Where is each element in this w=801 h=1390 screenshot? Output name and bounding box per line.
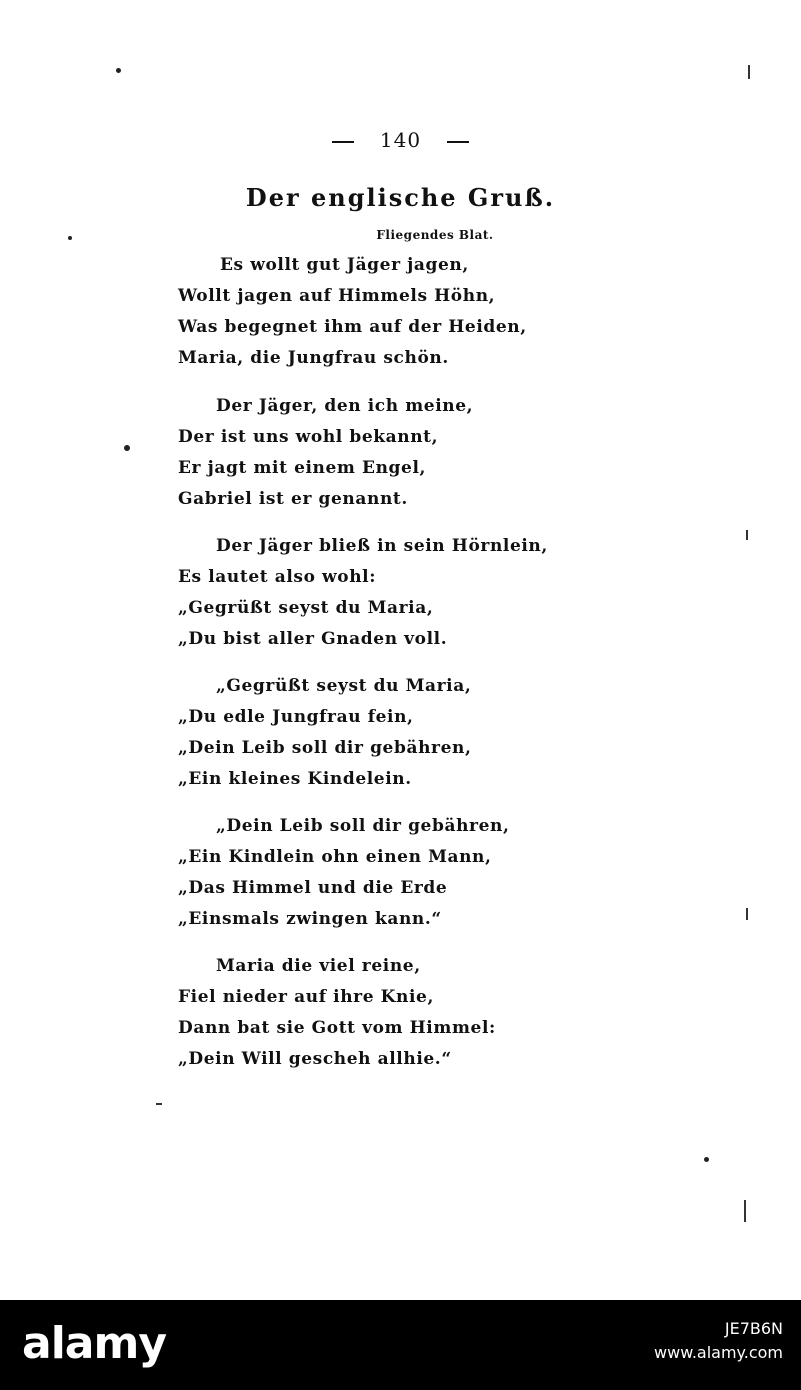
scan-mark <box>744 1200 746 1222</box>
verse-line: „Das Himmel und die Erde <box>178 878 448 898</box>
scan-mark <box>748 65 750 79</box>
scan-speck <box>68 236 72 240</box>
verse-line: „Einsmals zwingen kann.“ <box>178 909 442 929</box>
verse-line: Was begegnet ihm auf der Heiden, <box>178 317 527 337</box>
poem-title: Der englische Gruß. <box>245 183 556 212</box>
alamy-logo: alamy <box>22 1318 166 1369</box>
verse-line: „Dein Will gescheh allhie.“ <box>178 1049 452 1069</box>
dash-left <box>332 141 354 143</box>
verse-line: Dann bat sie Gott vom Himmel: <box>178 1018 496 1038</box>
scan-mark <box>156 1103 162 1105</box>
verse-line: „Dein Leib soll dir gebähren, <box>178 738 472 758</box>
page-number-text: 140 <box>379 128 422 152</box>
site-url: www.alamy.com <box>654 1343 783 1362</box>
verse-line: Der Jäger bließ in sein Hörnlein, <box>216 536 548 556</box>
scan-speck <box>704 1157 709 1162</box>
scan-mark <box>746 908 748 920</box>
image-credit <box>654 1317 783 1365</box>
verse-line: „Du edle Jungfrau fein, <box>178 707 414 727</box>
verse-line: Wollt jagen auf Himmels Höhn, <box>178 286 496 306</box>
verse-line: „Gegrüßt seyst du Maria, <box>216 676 472 696</box>
verse-line: „Ein Kindlein ohn einen Mann, <box>178 847 492 867</box>
stanza-6 <box>178 956 598 1080</box>
verse-line: Fiel nieder auf ihre Knie, <box>178 987 434 1007</box>
verse-line: Gabriel ist er genannt. <box>178 489 408 509</box>
stanza-2 <box>178 396 598 520</box>
stanza-1 <box>178 255 598 379</box>
page-number <box>0 128 801 152</box>
image-id: JE7B6N <box>724 1319 783 1338</box>
scan-speck <box>124 445 130 451</box>
verse-line: „Ein kleines Kindelein. <box>178 769 412 789</box>
verse-line: Maria, die Jungfrau schön. <box>178 348 449 368</box>
stanza-4 <box>178 676 598 800</box>
verse-line: „Dein Leib soll dir gebähren, <box>216 816 510 836</box>
scan-mark <box>746 530 748 540</box>
verse-line: Es wollt gut Jäger jagen, <box>220 255 469 275</box>
verse-line: „Du bist aller Gnaden voll. <box>178 629 448 649</box>
verse-line: Der ist uns wohl bekannt, <box>178 427 439 447</box>
verse-line: Der Jäger, den ich meine, <box>216 396 474 416</box>
stanza-3 <box>178 536 598 660</box>
stanza-5 <box>178 816 598 940</box>
verse-line: Maria die viel reine, <box>216 956 421 976</box>
verse-line: Es lautet also wohl: <box>178 567 377 587</box>
verse-line: Er jagt mit einem Engel, <box>178 458 427 478</box>
verse-line: „Gegrüßt seyst du Maria, <box>178 598 434 618</box>
poem-subtitle: Fliegendes Blat. <box>376 228 494 242</box>
scan-speck <box>116 68 121 73</box>
dash-right <box>447 141 469 143</box>
